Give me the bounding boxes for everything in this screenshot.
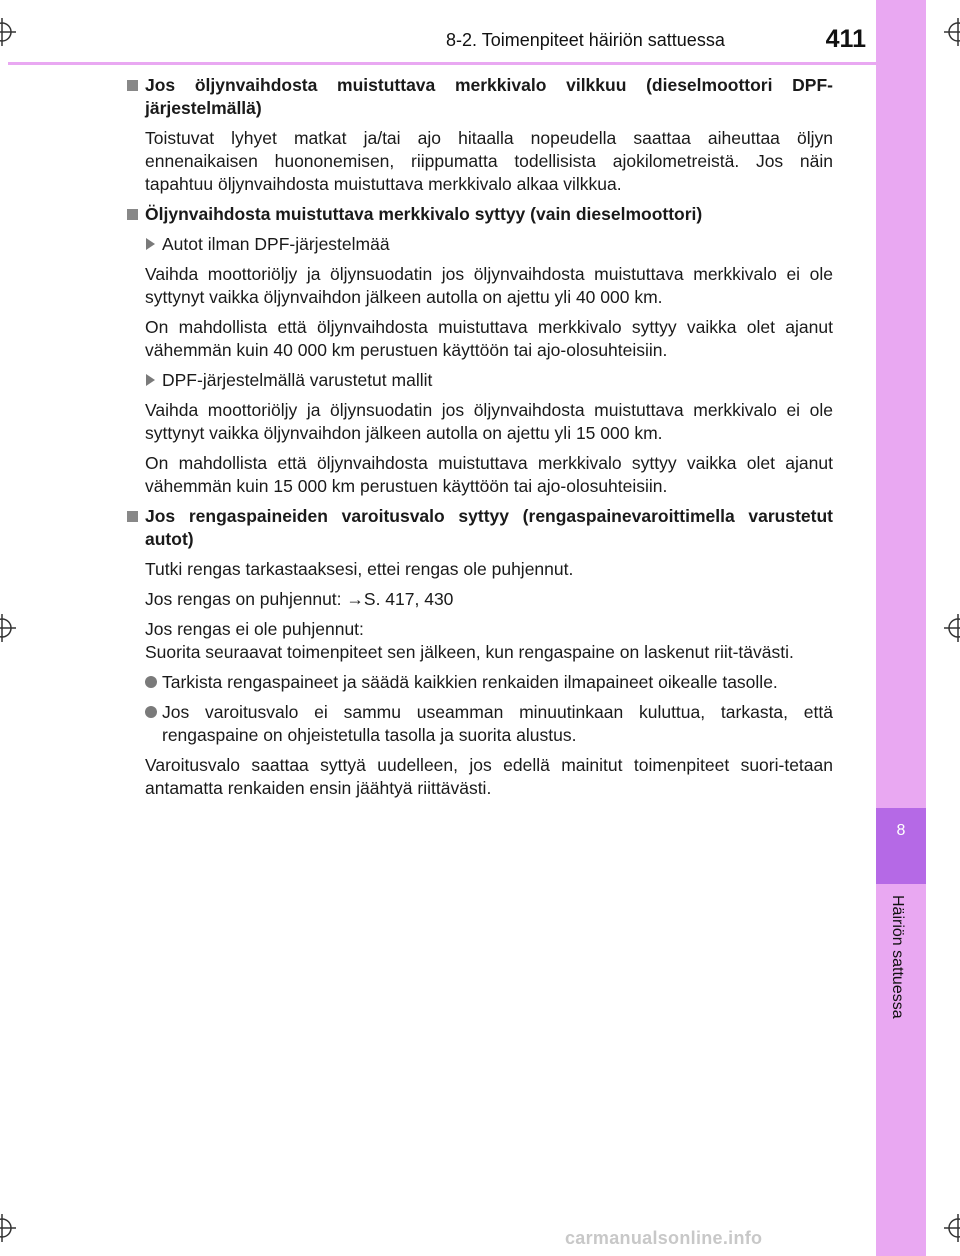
- cross-reference[interactable]: Jos rengas on puhjennut: →S. 417, 430: [145, 589, 454, 609]
- chapter-number: 8: [896, 822, 906, 839]
- circle-bullet-icon: [145, 676, 157, 688]
- subheading: [127, 233, 833, 256]
- list-item-text: Tarkista rengaspaineet ja säädä kaikkien renkaiden ilmapaineet oikealle tasolle.: [162, 672, 778, 692]
- registration-mark-icon: [0, 18, 16, 46]
- paragraph-line: Suorita seuraavat toimenpiteet sen jälkeen, kun rengaspaine on laskenut riit-tävästi.: [145, 642, 794, 662]
- triangle-bullet-icon: [146, 238, 155, 250]
- section-heading: [127, 505, 833, 551]
- list-item-text: Jos varoitusvalo ei sammu useamman minuutinkaan kuluttua, tarkasta, että rengaspaine on ohjeistetulla tasolla ja suorita alustus.: [162, 702, 833, 745]
- registration-mark-icon: [0, 614, 16, 642]
- paragraph: Tutki rengas tarkastaaksesi, ettei rengas ole puhjennut.: [145, 559, 574, 579]
- paragraph: Toistuvat lyhyet matkat ja/tai ajo hitaalla nopeudella saattaa aiheuttaa öljyn ennenaikaisen huononemisen, riippumatta todellisista ajokilometreistä. Jos näin tapahtuu öljynvaihdosta muistuttava merkkivalo alkaa vilkkua.: [145, 128, 833, 194]
- subheading-text: Autot ilman DPF-järjestelmää: [162, 234, 390, 254]
- section-heading: [127, 203, 833, 226]
- subheading-text: DPF-järjestelmällä varustetut mallit: [162, 370, 433, 390]
- heading-text: Öljynvaihdosta muistuttava merkkivalo syttyy (vain dieselmoottori): [145, 204, 703, 224]
- heading-text: Jos öljynvaihdosta muistuttava merkkivalo vilkkuu (dieselmoottori DPF-järjestelmällä): [145, 75, 833, 118]
- section-header: 8-2. Toimenpiteet häiriön sattuessa: [446, 30, 725, 50]
- registration-mark-icon: [944, 1214, 960, 1242]
- square-bullet-icon: [127, 511, 138, 522]
- subheading: [127, 369, 833, 392]
- list-item: [127, 671, 833, 694]
- registration-mark-icon: [944, 614, 960, 642]
- section-heading: [127, 74, 833, 120]
- square-bullet-icon: [127, 80, 138, 91]
- paragraph: On mahdollista että öljynvaihdosta muistuttava merkkivalo syttyy vaikka olet ajanut vähemmän kuin 40 000 km perustuen käyttöön tai ajo-olosuhteisiin.: [145, 317, 833, 360]
- chapter-title: Häiriön sattuessa: [889, 895, 906, 1019]
- paragraph: Varoitusvalo saattaa syttyä uudelleen, jos edellä mainitut toimenpiteet suori-tetaan antamatta renkaiden ensin jäähtyä riittävästi.: [145, 755, 833, 798]
- watermark: carmanualsonline.info: [565, 1228, 763, 1248]
- main-content: [127, 74, 833, 807]
- square-bullet-icon: [127, 209, 138, 220]
- paragraph-line: Jos rengas ei ole puhjennut:: [145, 619, 364, 639]
- registration-mark-icon: [0, 1214, 16, 1242]
- heading-text: Jos rengaspaineiden varoitusvalo syttyy (rengaspainevaroittimella varustetut autot): [145, 506, 833, 549]
- paragraph: [127, 618, 833, 664]
- header-rule: [8, 62, 876, 65]
- paragraph: Vaihda moottoriöljy ja öljynsuodatin jos öljynvaihdosta muistuttava merkkivalo ei ole syttynyt vaikka öljynvaihdon jälkeen autolla on ajettu yli 40 000 km.: [145, 264, 833, 307]
- registration-mark-icon: [944, 18, 960, 46]
- page-number: 411: [825, 25, 866, 53]
- paragraph: On mahdollista että öljynvaihdosta muistuttava merkkivalo syttyy vaikka olet ajanut vähemmän kuin 15 000 km perustuen käyttöön tai ajo-olosuhteisiin.: [145, 453, 833, 496]
- paragraph: Vaihda moottoriöljy ja öljynsuodatin jos öljynvaihdosta muistuttava merkkivalo ei ole syttynyt vaikka öljynvaihdon jälkeen autolla on ajettu yli 15 000 km.: [145, 400, 833, 443]
- list-item: [127, 701, 833, 747]
- chapter-tab[interactable]: [876, 808, 926, 884]
- triangle-bullet-icon: [146, 374, 155, 386]
- circle-bullet-icon: [145, 706, 157, 718]
- side-color-band: [876, 0, 926, 1256]
